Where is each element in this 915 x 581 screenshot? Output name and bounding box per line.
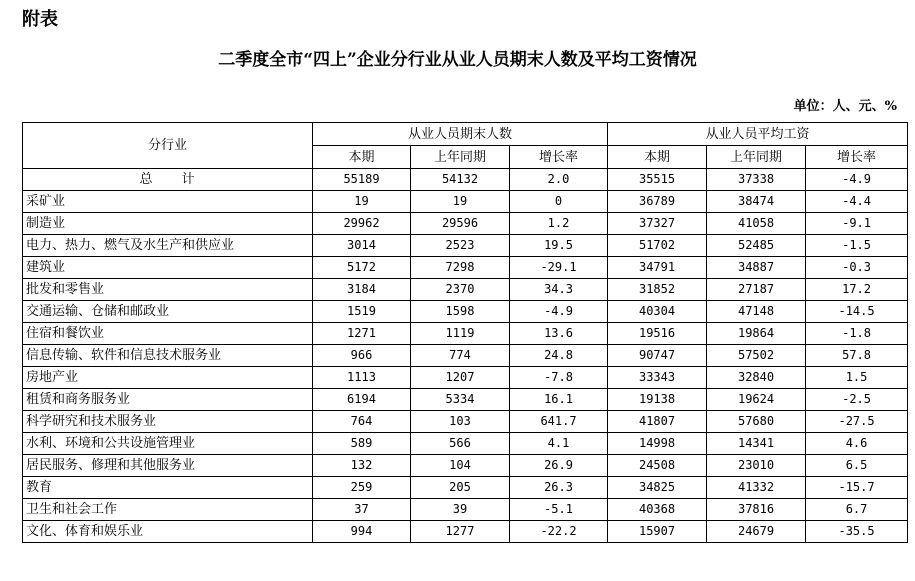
column-header-growth: 增长率 <box>510 146 608 169</box>
employees-growth-cell: 34.3 <box>510 279 608 301</box>
wage-last-year-cell: 38474 <box>707 191 806 213</box>
employees-growth-cell: 1.2 <box>510 213 608 235</box>
industry-name-cell: 制造业 <box>23 213 313 235</box>
employees-current-cell: 1271 <box>313 323 411 345</box>
wage-last-year-cell: 19624 <box>707 389 806 411</box>
wage-last-year-cell: 14341 <box>707 433 806 455</box>
employees-growth-cell: 641.7 <box>510 411 608 433</box>
employees-growth-cell: 2.0 <box>510 169 608 191</box>
employees-growth-cell: -4.9 <box>510 301 608 323</box>
wage-growth-cell: -14.5 <box>806 301 908 323</box>
employees-current-cell: 3014 <box>313 235 411 257</box>
employees-growth-cell: -7.8 <box>510 367 608 389</box>
table-row <box>23 235 908 257</box>
wage-current-cell: 35515 <box>608 169 707 191</box>
employees-current-cell: 994 <box>313 521 411 543</box>
wage-current-cell: 40304 <box>608 301 707 323</box>
wage-current-cell: 36789 <box>608 191 707 213</box>
table-row <box>23 389 908 411</box>
employees-growth-cell: -29.1 <box>510 257 608 279</box>
employees-current-cell: 966 <box>313 345 411 367</box>
employees-current-cell: 3184 <box>313 279 411 301</box>
employees-growth-cell: -22.2 <box>510 521 608 543</box>
employees-last-year-cell: 205 <box>411 477 510 499</box>
wage-growth-cell: -1.8 <box>806 323 908 345</box>
employees-current-cell: 37 <box>313 499 411 521</box>
wage-last-year-cell: 47148 <box>707 301 806 323</box>
wage-growth-cell: -15.7 <box>806 477 908 499</box>
wage-current-cell: 14998 <box>608 433 707 455</box>
employees-current-cell: 132 <box>313 455 411 477</box>
unit-label: 单位：人、元、% <box>793 99 897 114</box>
employees-last-year-cell: 29596 <box>411 213 510 235</box>
industry-name-cell: 房地产业 <box>23 367 313 389</box>
employees-current-cell: 1519 <box>313 301 411 323</box>
wage-growth-cell: -27.5 <box>806 411 908 433</box>
appendix-label: 附表 <box>22 9 58 30</box>
employees-last-year-cell: 104 <box>411 455 510 477</box>
table-row-total <box>23 169 908 191</box>
wage-last-year-cell: 52485 <box>707 235 806 257</box>
table-row <box>23 345 908 367</box>
industry-name-cell: 水利、环境和公共设施管理业 <box>23 433 313 455</box>
wage-growth-cell: -0.3 <box>806 257 908 279</box>
wage-current-cell: 31852 <box>608 279 707 301</box>
industry-name-cell: 交通运输、仓储和邮政业 <box>23 301 313 323</box>
employees-growth-cell: 13.6 <box>510 323 608 345</box>
wage-current-cell: 19516 <box>608 323 707 345</box>
wage-last-year-cell: 57680 <box>707 411 806 433</box>
group-header-wages: 从业人员平均工资 <box>608 123 908 146</box>
wage-growth-cell: -4.9 <box>806 169 908 191</box>
employees-current-cell: 29962 <box>313 213 411 235</box>
employees-current-cell: 1113 <box>313 367 411 389</box>
employees-growth-cell: 19.5 <box>510 235 608 257</box>
employees-growth-cell: 16.1 <box>510 389 608 411</box>
column-header-growth: 增长率 <box>806 146 908 169</box>
industry-name-cell: 电力、热力、燃气及水生产和供应业 <box>23 235 313 257</box>
industry-name-cell: 教育 <box>23 477 313 499</box>
wage-current-cell: 15907 <box>608 521 707 543</box>
employees-current-cell: 259 <box>313 477 411 499</box>
table-row <box>23 257 908 279</box>
employees-growth-cell: 26.3 <box>510 477 608 499</box>
wage-current-cell: 41807 <box>608 411 707 433</box>
wage-last-year-cell: 41058 <box>707 213 806 235</box>
industry-name-cell: 科学研究和技术服务业 <box>23 411 313 433</box>
employees-last-year-cell: 7298 <box>411 257 510 279</box>
wage-growth-cell: 6.7 <box>806 499 908 521</box>
employees-growth-cell: 24.8 <box>510 345 608 367</box>
table-row <box>23 499 908 521</box>
industry-name-cell: 总 计 <box>23 169 313 191</box>
table-row <box>23 323 908 345</box>
employees-last-year-cell: 19 <box>411 191 510 213</box>
employees-last-year-cell: 566 <box>411 433 510 455</box>
employees-last-year-cell: 5334 <box>411 389 510 411</box>
employees-last-year-cell: 1598 <box>411 301 510 323</box>
industry-name-cell: 建筑业 <box>23 257 313 279</box>
table-row <box>23 433 908 455</box>
column-header-last-year: 上年同期 <box>411 146 510 169</box>
table-row <box>23 191 908 213</box>
employees-last-year-cell: 103 <box>411 411 510 433</box>
wage-current-cell: 90747 <box>608 345 707 367</box>
wage-last-year-cell: 27187 <box>707 279 806 301</box>
table-row <box>23 279 908 301</box>
wage-last-year-cell: 34887 <box>707 257 806 279</box>
employees-last-year-cell: 2523 <box>411 235 510 257</box>
table-row <box>23 301 908 323</box>
wage-current-cell: 40368 <box>608 499 707 521</box>
table-header-row-groups <box>23 123 908 146</box>
employees-current-cell: 19 <box>313 191 411 213</box>
wage-current-cell: 34791 <box>608 257 707 279</box>
employees-last-year-cell: 1207 <box>411 367 510 389</box>
group-header-employees: 从业人员期末人数 <box>313 123 608 146</box>
column-header-current: 本期 <box>313 146 411 169</box>
column-header-last-year: 上年同期 <box>707 146 806 169</box>
industry-name-cell: 文化、体育和娱乐业 <box>23 521 313 543</box>
wage-growth-cell: -1.5 <box>806 235 908 257</box>
wage-growth-cell: -9.1 <box>806 213 908 235</box>
industry-name-cell: 信息传输、软件和信息技术服务业 <box>23 345 313 367</box>
column-header-current: 本期 <box>608 146 707 169</box>
industry-name-cell: 租赁和商务服务业 <box>23 389 313 411</box>
employees-current-cell: 55189 <box>313 169 411 191</box>
industry-column-header: 分行业 <box>23 123 313 169</box>
wage-growth-cell: -35.5 <box>806 521 908 543</box>
employees-current-cell: 589 <box>313 433 411 455</box>
wage-last-year-cell: 24679 <box>707 521 806 543</box>
wage-current-cell: 33343 <box>608 367 707 389</box>
employees-growth-cell: 4.1 <box>510 433 608 455</box>
industry-name-cell: 居民服务、修理和其他服务业 <box>23 455 313 477</box>
table-row <box>23 477 908 499</box>
industry-name-cell: 批发和零售业 <box>23 279 313 301</box>
employees-last-year-cell: 1277 <box>411 521 510 543</box>
wage-last-year-cell: 19864 <box>707 323 806 345</box>
employees-growth-cell: 26.9 <box>510 455 608 477</box>
table-row <box>23 521 908 543</box>
wage-growth-cell: 17.2 <box>806 279 908 301</box>
wage-growth-cell: 57.8 <box>806 345 908 367</box>
employees-last-year-cell: 2370 <box>411 279 510 301</box>
employees-last-year-cell: 54132 <box>411 169 510 191</box>
industry-name-cell: 卫生和社会工作 <box>23 499 313 521</box>
wage-growth-cell: 4.6 <box>806 433 908 455</box>
table-row <box>23 411 908 433</box>
table-row <box>23 213 908 235</box>
employees-current-cell: 5172 <box>313 257 411 279</box>
page-title: 二季度全市“四上”企业分行业从业人员期末人数及平均工资情况 <box>218 50 697 70</box>
table-row <box>23 367 908 389</box>
wage-current-cell: 19138 <box>608 389 707 411</box>
wage-current-cell: 34825 <box>608 477 707 499</box>
employees-growth-cell: -5.1 <box>510 499 608 521</box>
wage-growth-cell: -4.4 <box>806 191 908 213</box>
employees-last-year-cell: 39 <box>411 499 510 521</box>
industry-name-cell: 住宿和餐饮业 <box>23 323 313 345</box>
wage-last-year-cell: 37338 <box>707 169 806 191</box>
employees-last-year-cell: 1119 <box>411 323 510 345</box>
wage-growth-cell: -2.5 <box>806 389 908 411</box>
employees-growth-cell: 0 <box>510 191 608 213</box>
wage-growth-cell: 1.5 <box>806 367 908 389</box>
wage-growth-cell: 6.5 <box>806 455 908 477</box>
wage-current-cell: 37327 <box>608 213 707 235</box>
wage-last-year-cell: 32840 <box>707 367 806 389</box>
wage-current-cell: 51702 <box>608 235 707 257</box>
table-row <box>23 455 908 477</box>
wage-last-year-cell: 23010 <box>707 455 806 477</box>
employees-current-cell: 6194 <box>313 389 411 411</box>
statistics-table <box>22 122 908 543</box>
wage-last-year-cell: 57502 <box>707 345 806 367</box>
wage-last-year-cell: 41332 <box>707 477 806 499</box>
employees-last-year-cell: 774 <box>411 345 510 367</box>
employees-current-cell: 764 <box>313 411 411 433</box>
wage-last-year-cell: 37816 <box>707 499 806 521</box>
industry-name-cell: 采矿业 <box>23 191 313 213</box>
wage-current-cell: 24508 <box>608 455 707 477</box>
